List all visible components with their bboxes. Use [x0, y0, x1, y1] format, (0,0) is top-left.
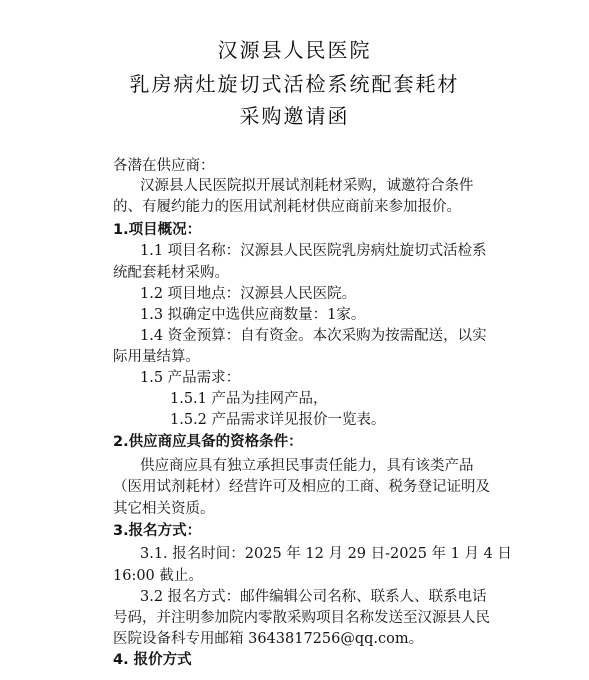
salutation: 各潜在供应商：	[113, 158, 215, 174]
item-1-5-1: 1.5.1 产品为挂网产品，	[170, 391, 328, 408]
section-3-heading: 3.报名方式：	[113, 523, 202, 540]
section-2-heading: 2.供应商应具备的资格条件：	[113, 434, 303, 451]
item-1-5-2: 1.5.2 产品需求详见报价一览表。	[170, 412, 386, 429]
item-3-1-line-2: 16:00 截止。	[113, 567, 203, 584]
item-3-1-line-1: 3.1. 报名时间：2025 年 12 月 29 日-2025 年 1 月 4 日	[140, 546, 512, 563]
section-4-heading: 4. 报价方式	[113, 652, 192, 668]
item-3-2-line-1: 3.2 报名方式：邮件编辑公司名称、联系人、联系电话	[140, 588, 487, 605]
title-project: 乳房病灶旋切式活检系统配套耗材	[129, 72, 460, 96]
item-1-5: 1.5 产品需求：	[140, 370, 241, 387]
item-1-2: 1.2 项目地点：汉源县人民医院。	[140, 285, 357, 302]
title-hospital: 汉源县人民医院	[217, 38, 372, 62]
section-1-heading: 1.项目概况：	[113, 222, 202, 239]
intro-line-2: 的、有履约能力的医用试剂耗材供应商前来参加报价。	[113, 199, 461, 216]
item-3-2-line-2: 号码，并注明参加院内零散采购项目名称发送至汉源县人民	[113, 609, 490, 626]
item-1-1-line-2: 统配套耗材采购。	[113, 264, 229, 281]
item-3-2-line-3: 医院设备科专用邮箱 3643817256@qq.com。	[113, 630, 424, 647]
item-1-1-line-1: 1.1 项目名称：汉源县人民医院乳房病灶旋切式活检系	[140, 243, 487, 260]
qualification-line-1: 供应商应具有独立承担民事责任能力，具有该类产品	[140, 458, 474, 475]
intro-line-1: 汉源县人民医院拟开展试剂耗材采购，诚邀符合条件	[140, 178, 474, 195]
item-1-3: 1.3 拟确定中选供应商数量：1家。	[140, 306, 366, 323]
item-1-4-line-1: 1.4 资金预算：自有资金。本次采购为按需配送，以实	[140, 327, 487, 344]
item-1-4-line-2: 际用量结算。	[113, 349, 200, 365]
qualification-line-3: 其它相关资质。	[113, 500, 215, 517]
title-invitation: 采购邀请函	[239, 104, 350, 128]
qualification-line-2: （医用试剂耗材）经营许可及相应的工商、税务登记证明及	[113, 479, 490, 496]
